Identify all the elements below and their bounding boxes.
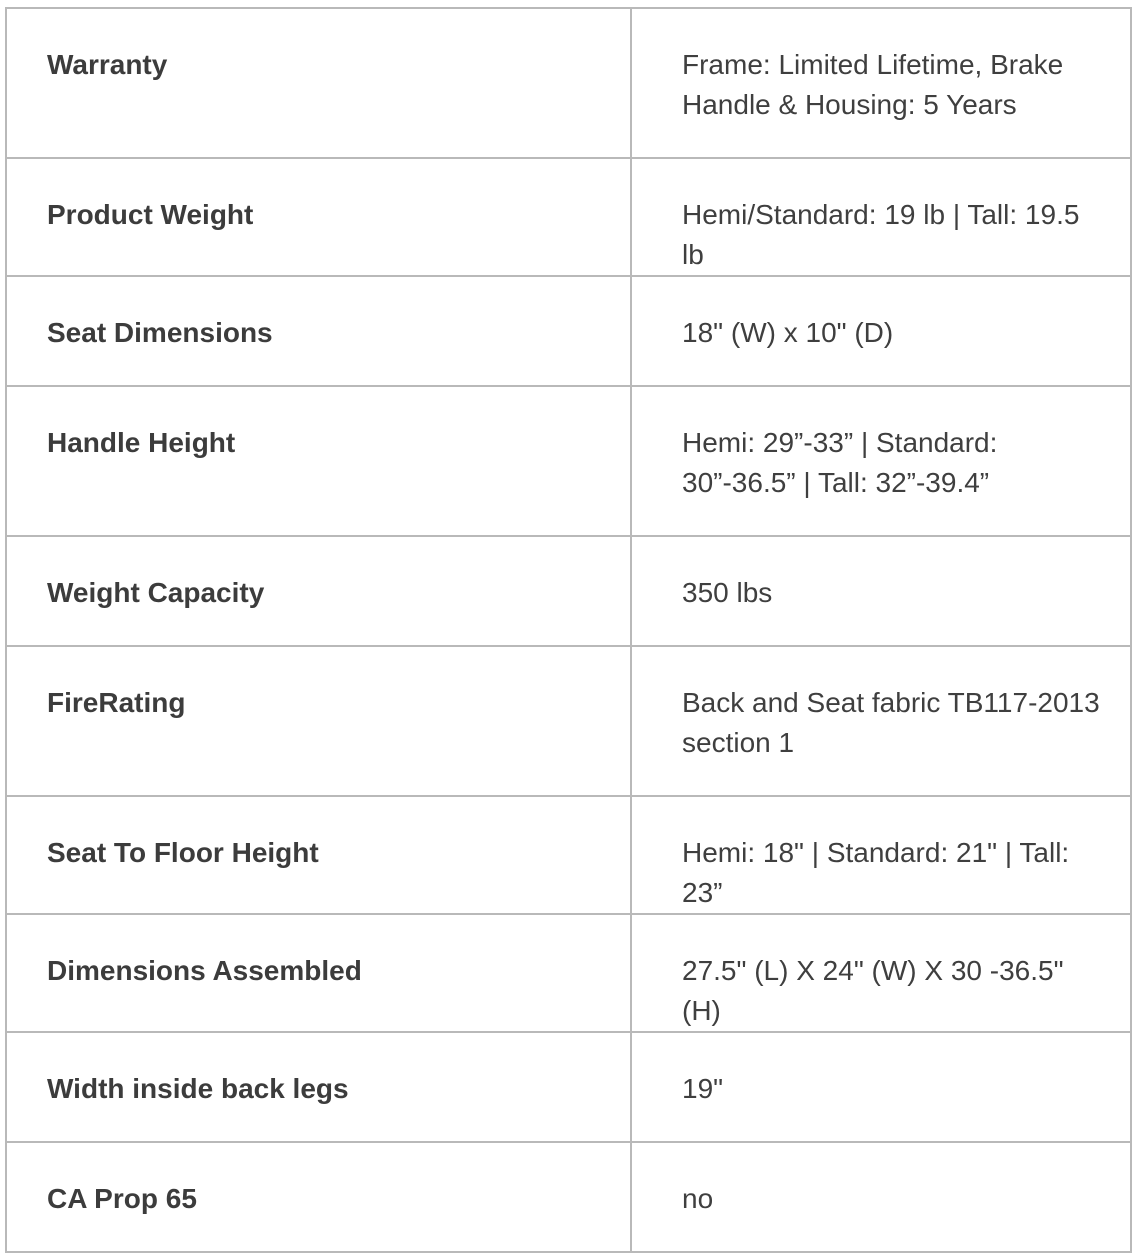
table-row [6,1142,1131,1252]
spec-label: FireRating [6,646,631,796]
spec-value: Hemi: 18" | Standard: 21" | Tall: 23” [631,796,1131,914]
spec-label: Handle Height [6,386,631,536]
table-row [6,646,1131,796]
spec-value: Frame: Limited Lifetime, Brake Handle & Housing: 5 Years [631,8,1131,158]
spec-value: 27.5" (L) X 24" (W) X 30 -36.5" (H) [631,914,1131,1032]
spec-value: no [631,1142,1131,1252]
spec-value: 350 lbs [631,536,1131,646]
spec-label: Width inside back legs [6,1032,631,1142]
spec-value: Hemi/Standard: 19 lb | Tall: 19.5 lb [631,158,1131,276]
spec-label: Seat Dimensions [6,276,631,386]
spec-label: Seat To Floor Height [6,796,631,914]
spec-label: Warranty [6,8,631,158]
spec-value: 18" (W) x 10" (D) [631,276,1131,386]
spec-label: Weight Capacity [6,536,631,646]
spec-value: Back and Seat fabric TB117-2013 section 1 [631,646,1131,796]
table-row [6,276,1131,386]
table-row [6,386,1131,536]
spec-label: CA Prop 65 [6,1142,631,1252]
table-row [6,536,1131,646]
spec-value: 19" [631,1032,1131,1142]
spec-label: Dimensions Assembled [6,914,631,1032]
table-row [6,796,1131,914]
spec-label: Product Weight [6,158,631,276]
specifications-table [5,7,1132,1253]
table-row [6,158,1131,276]
table-row [6,1032,1131,1142]
table-row [6,8,1131,158]
table-row [6,914,1131,1032]
spec-value: Hemi: 29”-33” | Standard: 30”-36.5” | Tall: 32”-39.4” [631,386,1131,536]
